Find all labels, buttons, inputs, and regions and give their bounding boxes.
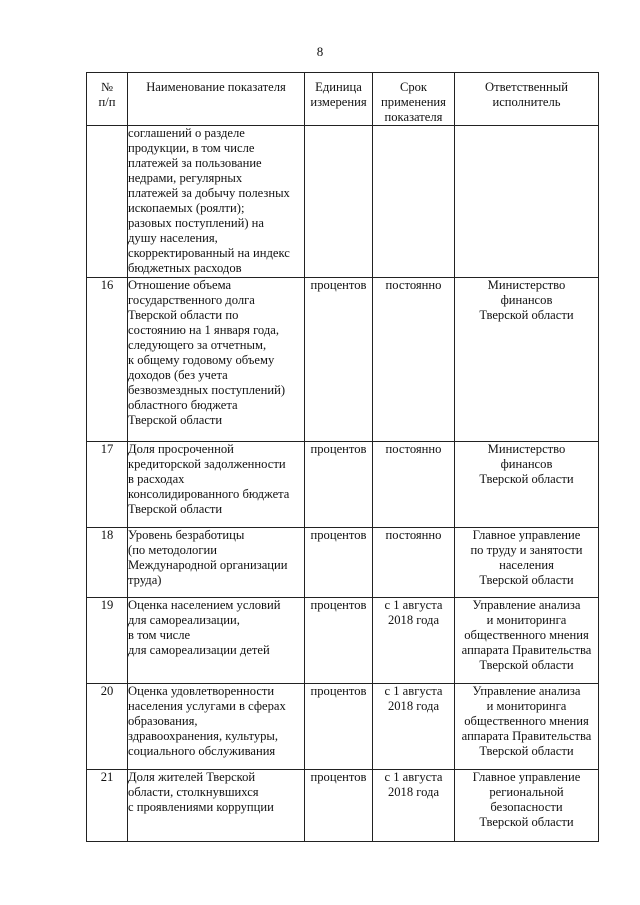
table-row — [87, 126, 599, 278]
table-row — [87, 442, 599, 528]
table-row — [87, 278, 599, 442]
row-number: 19 — [87, 598, 128, 684]
row-term — [373, 126, 455, 278]
row-indicator-name: Отношение объема государственного долга Тверской области по состоянию на 1 января года, следующего за отчетным, к общему годовому объему доходов (без учета безвозмездных поступлений) областного бюджета Тверской области — [128, 278, 305, 442]
row-indicator-name: Оценка населением условий для самореализации, в том числе для самореализации детей — [128, 598, 305, 684]
row-indicator-name: соглашений о разделе продукции, в том числе платежей за пользование недрами, регулярных платежей за добычу полезных ископаемых (роялти); разовых поступлений) на душу населения, скорректированный на индекс бюджетных расходов — [128, 126, 305, 278]
row-indicator-name: Оценка удовлетворенности населения услугами в сферах образования, здравоохранения, культуры, социального обслуживания — [128, 684, 305, 770]
table-header-row — [87, 73, 599, 126]
row-indicator-name: Уровень безработицы (по методологии Международной организации труда) — [128, 528, 305, 598]
table-row — [87, 770, 599, 842]
row-indicator-name: Доля жителей Тверской области, столкнувшихся с проявлениями коррупции — [128, 770, 305, 842]
row-number: 21 — [87, 770, 128, 842]
row-term: с 1 августа 2018 года — [373, 684, 455, 770]
row-responsible: Главное управление по труду и занятости населения Тверской области — [455, 528, 599, 598]
table-row — [87, 598, 599, 684]
header-term: Срок применения показателя — [373, 73, 455, 126]
row-responsible: Управление анализа и мониторинга общественного мнения аппарата Правительства Тверской области — [455, 684, 599, 770]
page-number: 8 — [316, 44, 324, 59]
row-unit: процентов — [305, 442, 373, 528]
row-unit: процентов — [305, 278, 373, 442]
row-unit: процентов — [305, 598, 373, 684]
row-responsible: Главное управление региональной безопасности Тверской области — [455, 770, 599, 842]
table-row — [87, 684, 599, 770]
header-indicator-name: Наименование показателя — [128, 73, 305, 126]
row-responsible: Управление анализа и мониторинга общественного мнения аппарата Правительства Тверской области — [455, 598, 599, 684]
row-responsible — [455, 126, 599, 278]
row-unit: процентов — [305, 528, 373, 598]
header-responsible: Ответственный исполнитель — [455, 73, 599, 126]
row-unit: процентов — [305, 770, 373, 842]
row-responsible: Министерство финансов Тверской области — [455, 442, 599, 528]
row-term: постоянно — [373, 278, 455, 442]
row-number: 20 — [87, 684, 128, 770]
row-term: постоянно — [373, 528, 455, 598]
table-row — [87, 528, 599, 598]
row-number: 18 — [87, 528, 128, 598]
row-number: 17 — [87, 442, 128, 528]
row-unit: процентов — [305, 684, 373, 770]
header-unit: Единица измерения — [305, 73, 373, 126]
row-term: постоянно — [373, 442, 455, 528]
row-unit — [305, 126, 373, 278]
row-responsible: Министерство финансов Тверской области — [455, 278, 599, 442]
row-term: с 1 августа 2018 года — [373, 598, 455, 684]
header-number: № п/п — [87, 73, 128, 126]
indicators-table — [86, 72, 599, 842]
row-number — [87, 126, 128, 278]
row-indicator-name: Доля просроченной кредиторской задолженности в расходах консолидированного бюджета Тверской области — [128, 442, 305, 528]
row-number: 16 — [87, 278, 128, 442]
row-term: с 1 августа 2018 года — [373, 770, 455, 842]
